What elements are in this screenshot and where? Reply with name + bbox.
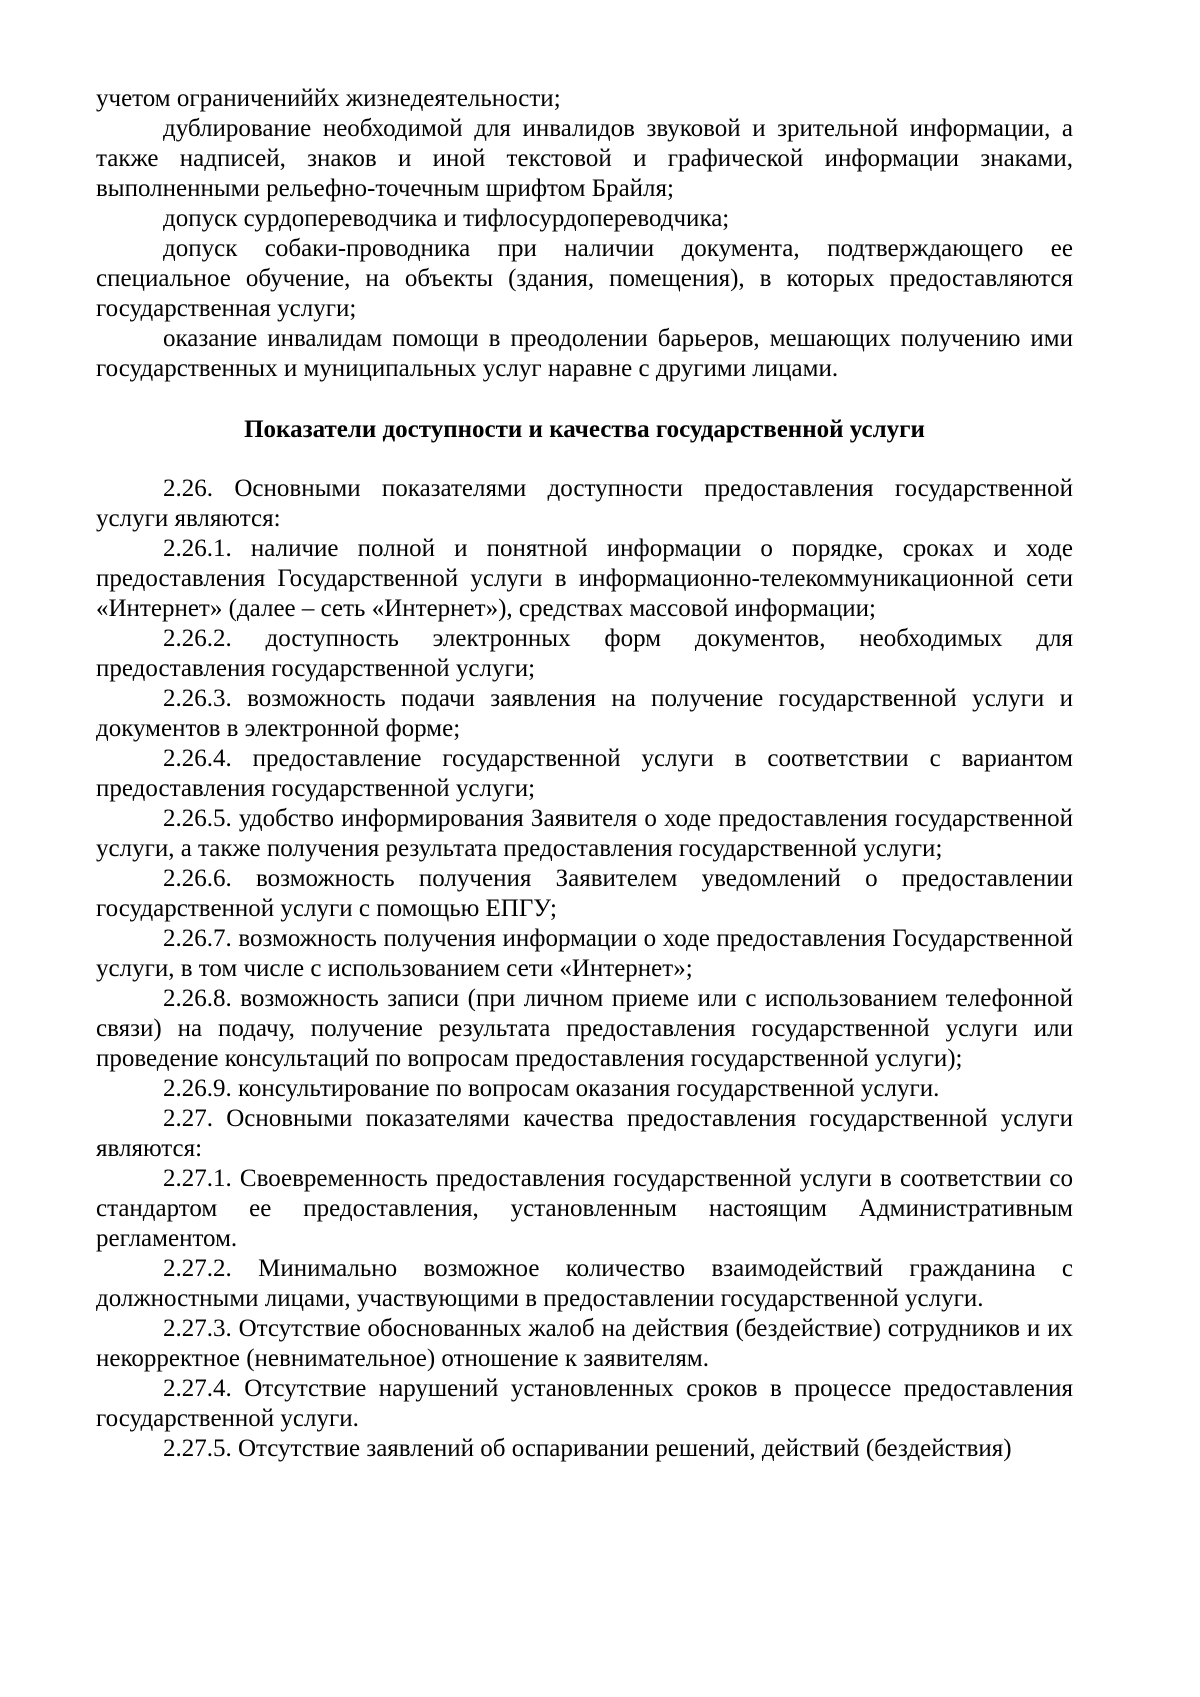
document-page bbox=[96, 84, 1073, 1464]
paragraph-2-26-3: 2.26.3. возможность подачи заявления на получение государственной услуги и документов в электронной форме; bbox=[96, 685, 1073, 742]
paragraph-guide-dog: допуск собаки-проводника при наличии документа, подтверждающего ее специальное обучение, на объекты (здания, помещения), в которых предоставляются государственная услуги; bbox=[96, 235, 1073, 322]
paragraph-2-27-2: 2.27.2. Минимально возможное количество взаимодействий гражданина с должностными лицами, участвующими в предоставлении государственной услуги. bbox=[96, 1255, 1073, 1312]
paragraph-2-26-5: 2.26.5. удобство информирования Заявителя о ходе предоставления государственной услуги, а также получения результата предоставления государственной услуги; bbox=[96, 805, 1073, 862]
paragraph-2-26-4: 2.26.4. предоставление государственной услуги в соответствии с вариантом предоставления государственной услуги; bbox=[96, 745, 1073, 802]
paragraph-2-26-8: 2.26.8. возможность записи (при личном приеме или с использованием телефонной связи) на подачу, получение результата предоставления государственной услуги или проведение консультаций по вопросам предоставления государственной услуги); bbox=[96, 985, 1073, 1072]
paragraph-assistance: оказание инвалидам помощи в преодолении барьеров, мешающих получению ими государственных и муниципальных услуг наравне с другими лицами. bbox=[96, 325, 1073, 382]
paragraph-2-26-7: 2.26.7. возможность получения информации о ходе предоставления Государственной услуги, в том числе с использованием сети «Интернет»; bbox=[96, 925, 1073, 982]
paragraph-2-27: 2.27. Основными показателями качества предоставления государственной услуги являются: bbox=[96, 1105, 1073, 1162]
paragraph-2-27-4: 2.27.4. Отсутствие нарушений установленных сроков в процессе предоставления государственной услуги. bbox=[96, 1375, 1073, 1432]
paragraph-2-27-3: 2.27.3. Отсутствие обоснованных жалоб на действия (бездействие) сотрудников и их некорректное (невнимательное) отношение к заявителям. bbox=[96, 1315, 1073, 1372]
section-heading: Показатели доступности и качества государственной услуги bbox=[244, 416, 925, 443]
paragraph-sign-interpreter: допуск сурдопереводчика и тифлосурдопереводчика; bbox=[163, 205, 730, 232]
paragraph-2-26-1: 2.26.1. наличие полной и понятной информации о порядке, сроках и ходе предоставления Государственной услуги в информационно-телекоммуникационной сети «Интернет» (далее – сеть «Интернет»), средствах массовой информации; bbox=[96, 535, 1073, 622]
paragraph-2-27-5: 2.27.5. Отсутствие заявлений об оспаривании решений, действий (бездействия) bbox=[163, 1435, 1012, 1462]
paragraph-continuation: учетом ограничениййх жизнедеятельности; bbox=[96, 85, 561, 112]
paragraph-duplication: дублирование необходимой для инвалидов звуковой и зрительной информации, а также надписей, знаков и иной текстовой и графической информации знаками, выполненными рельефно-точечным шрифтом Брайля; bbox=[96, 115, 1073, 202]
paragraph-2-26-2: 2.26.2. доступность электронных форм документов, необходимых для предоставления государственной услуги; bbox=[96, 625, 1073, 682]
paragraph-2-26-9: 2.26.9. консультирование по вопросам оказания государственной услуги. bbox=[163, 1075, 940, 1102]
paragraph-2-27-1: 2.27.1. Своевременность предоставления государственной услуги в соответствии со стандартом ее предоставления, установленным настоящим Административным регламентом. bbox=[96, 1165, 1073, 1252]
paragraph-2-26: 2.26. Основными показателями доступности предоставления государственной услуги являются: bbox=[96, 475, 1073, 532]
paragraph-2-26-6: 2.26.6. возможность получения Заявителем уведомлений о предоставлении государственной услуги с помощью ЕПГУ; bbox=[96, 865, 1073, 922]
